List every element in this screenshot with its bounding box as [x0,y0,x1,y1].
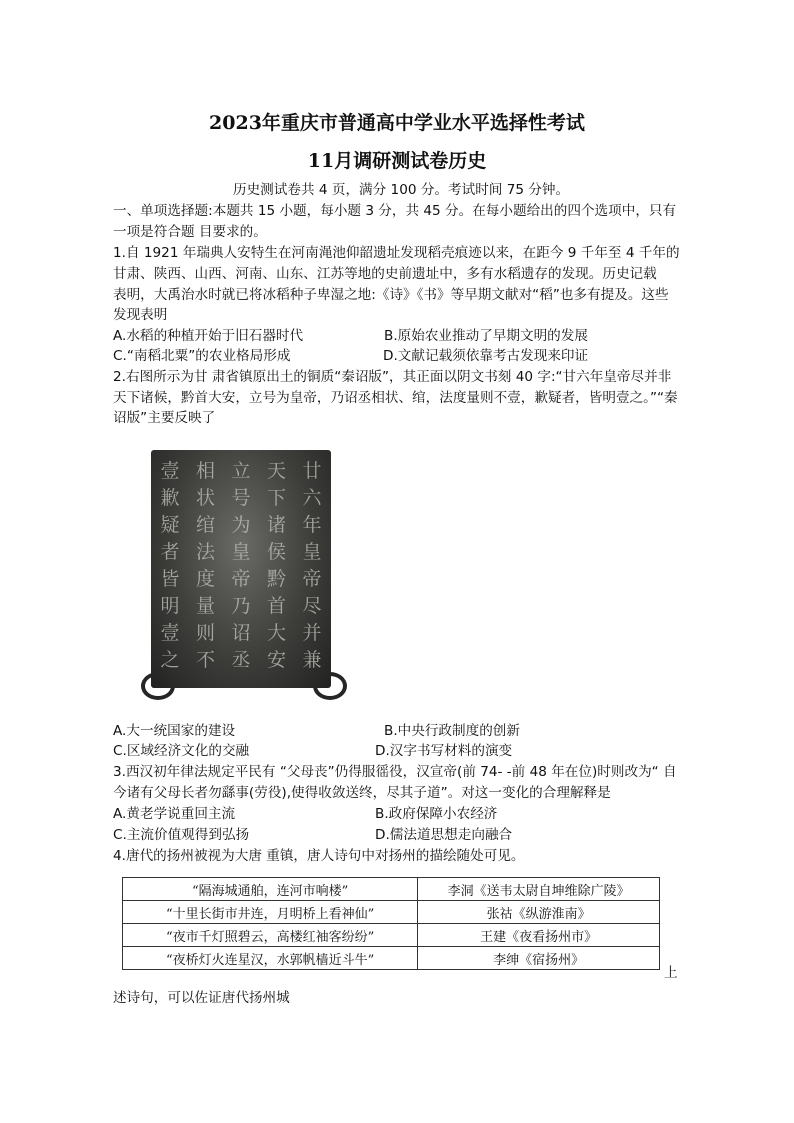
table-row: “十里长街市井连，月明桥上看神仙” 张祜《纵游淮南》 [123,901,660,924]
question-stem: 4.唐代的扬州被视为大唐 重镇，唐人诗句中对扬州的描绘随处可见。 [113,848,525,864]
question-stem: 今诸有父母长者勿繇事(劳役),使得收敛送终，尽其子道”。对这一变化的合理解释是 [113,785,611,801]
question-stem: 3.西汉初年律法规定平民有 “父母丧”仍得服徭役，汉宣帝(前 74- -前 48 年在位)时则改为“ 自 [113,764,677,780]
option-a: A.大一统国家的建设 [113,723,236,739]
question-stem-continued: 述诗句，可以佐证唐代扬州城 [113,990,290,1006]
option-b: B.中央行政制度的创新 [384,723,520,739]
qin-edict-plate-image [133,450,352,705]
exam-subtitle: 11月调研测试卷历史 [307,150,487,172]
table-row: “夜市千灯照碧云，高楼红袖客纷纷” 王建《夜看扬州市》 [123,924,660,947]
option-b: B.政府保障小农经济 [375,806,498,822]
plate-inscription: 廿六年皇帝尽并兼 天下诸侯黔首大安 立号为皇帝乃诏丞 相状绾法度量则不 壹歉疑者皆明壹之 [160,460,322,671]
option-a: A.黄老学说重回主流 [113,806,236,822]
exam-info: 历史测试卷共 4 页，满分 100 分。考试时间 75 分钟。 [233,182,570,198]
poem-table [122,877,660,970]
option-c: C.区域经济文化的交融 [113,743,250,759]
option-b: B.原始农业推动了早期文明的发展 [384,328,588,344]
section-instructions: 一项是符合题 目要求的。 [113,224,267,240]
question-stem: 甘肃、陕西、山西、河南、山东、江苏等地的史前遗址中，多有水稻遗存的发现。历史记载 [113,266,657,282]
question-stem: 诏版”主要反映了 [113,410,216,426]
question-stem: 天下诸候，黔首大安，立号为皇帝，乃诏丞相状、绾，法度量则不壹，歉疑者，皆明壹之。”“秦 [113,390,678,406]
table-row: “夜桥灯火连星汉，水郭帆樯近斗牛” 李绅《宿扬州》 [123,947,660,970]
question-stem: 2.右图所示为甘 肃省镇原出土的铜质“秦诏版”，其正面以阴文书刻 40 字:“甘六年皇帝尽并非 [113,369,672,385]
option-d: D.汉字书写材料的演变 [375,743,513,759]
option-c: C.“南稻北粟”的农业格局形成 [113,348,291,364]
section-instructions: 一、单项选择题:本题共 15 小题，每小题 3 分，共 45 分。在每小题给出的四个选项中，只有 [113,203,677,219]
option-c: C.主流价值观得到弘扬 [113,827,250,843]
table-row: “隔海城通舶，连河市响楼” 李洞《送韦太尉自坤维除广陵》 [123,878,660,901]
question-stem: 发现表明 [113,307,168,323]
continuation-char: 上 [664,965,678,981]
exam-title: 2023年重庆市普通高中学业水平选择性考试 [209,112,585,134]
question-stem: 表明，大禹治水时就已将冰稻种子卑湿之地:《诗》《书》等早期文献对“稻”也多有提及。这些 [113,287,669,303]
question-stem: 1.自 1921 年瑞典人安特生在河南渑池仰韶遗址发现稻壳痕迹以来，在距今 9 千年至 4 千年的 [113,245,680,261]
option-d: D.儒法道思想走向融合 [375,827,513,843]
option-d: D.文献记载须依靠考古发现来印证 [383,348,589,364]
option-a: A.水稻的种植开始于旧石器时代 [113,328,304,344]
